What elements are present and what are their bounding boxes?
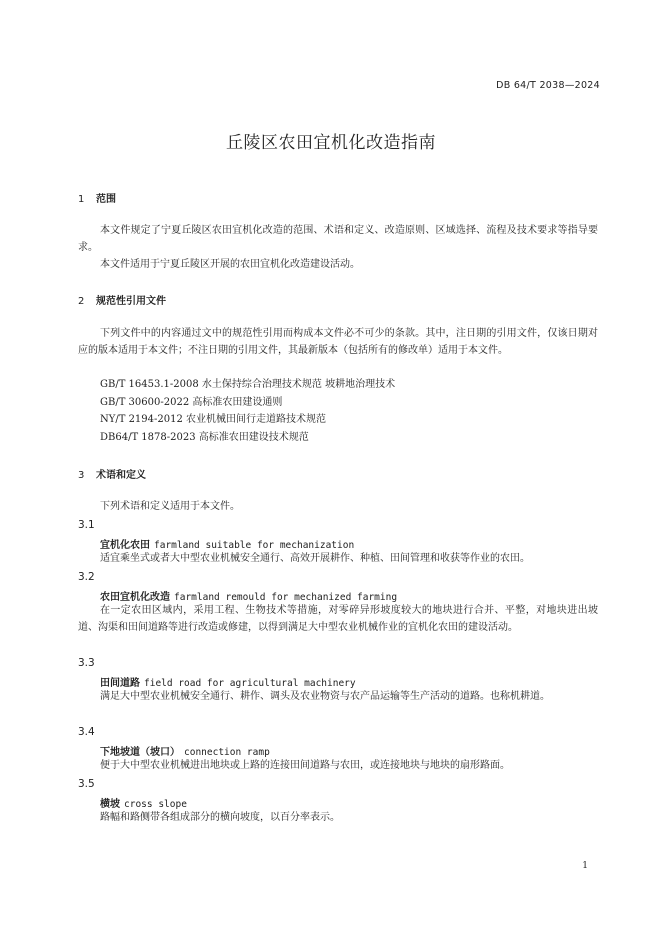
term-en: field road for agricultural machinery bbox=[144, 678, 356, 689]
term-definition: 在一定农田区域内，采用工程、生物技术等措施，对零碎异形坡度较大的地块进行合并、平整，对地块进出坡道、沟渠和田间道路等进行改造或修建，以得到满足大中型农业机械作业的宜机化农田的建设活动。 bbox=[78, 605, 598, 633]
term-zh: 横坡 bbox=[100, 799, 120, 810]
term-title bbox=[100, 795, 187, 810]
section-number: 2 bbox=[78, 296, 85, 307]
term-definition: 适宜乘坐式或者大中型农业机械安全通行、高效开展耕作、种植、田间管理和收获等作业的农田。 bbox=[100, 553, 530, 564]
term-title bbox=[100, 674, 356, 689]
reference-item: DB64/T 1878-2023 高标准农田建设技术规范 bbox=[100, 432, 309, 443]
term-title bbox=[100, 536, 354, 551]
term-en: farmland remould for mechanized farming bbox=[174, 592, 398, 603]
reference-item: GB/T 30600-2022 高标准农田建设通则 bbox=[100, 397, 283, 408]
section-number: 1 bbox=[78, 194, 85, 205]
section-number: 3 bbox=[78, 470, 85, 481]
term-en: farmland suitable for mechanization bbox=[154, 540, 355, 551]
page-number: 1 bbox=[582, 861, 588, 871]
reference-item: GB/T 16453.1-2008 水土保持综合治理技术规范 坡耕地治理技术 bbox=[100, 379, 396, 390]
term-definition: 便于大中型农业机械进出地块或上路的连接田间道路与农田，或连接地块与地块的扇形路面。 bbox=[100, 760, 510, 771]
term-definition: 路幅和路侧带各组成部分的横向坡度，以百分率表示。 bbox=[100, 812, 340, 823]
section-1-heading bbox=[78, 190, 116, 205]
term-zh: 宜机化农田 bbox=[100, 540, 150, 551]
term-number: 3.5 bbox=[78, 778, 95, 790]
section-1-paragraph: 本文件适用于宁夏丘陵区开展的农田宜机化改造建设活动。 bbox=[100, 259, 360, 270]
term-number: 3.3 bbox=[78, 657, 95, 669]
section-2-intro: 下列文件中的内容通过文中的规范性引用而构成本文件必不可少的条款。其中，注日期的引用文件，仅该日期对应的版本适用于本文件；不注日期的引用文件，其最新版本（包括所有的修改单）适用于本文件。 bbox=[78, 328, 598, 356]
term-zh: 下地坡道（坡口） bbox=[100, 747, 180, 758]
section-3-intro: 下列术语和定义适用于本文件。 bbox=[100, 501, 240, 512]
term-title bbox=[100, 743, 270, 758]
term-number: 3.1 bbox=[78, 519, 95, 531]
section-1-paragraph: 本文件规定了宁夏丘陵区农田宜机化改造的范围、术语和定义、改造原则、区域选择、流程及技术要求等指导要求。 bbox=[78, 225, 598, 253]
document-title: 丘陵区农田宜机化改造指南 bbox=[226, 133, 436, 153]
term-zh: 农田宜机化改造 bbox=[100, 592, 170, 603]
section-3-heading bbox=[78, 466, 146, 481]
section-2-heading bbox=[78, 292, 166, 307]
term-number: 3.4 bbox=[78, 726, 95, 738]
section-title: 范围 bbox=[96, 194, 116, 205]
term-en: cross slope bbox=[124, 799, 187, 810]
term-number: 3.2 bbox=[78, 571, 95, 583]
section-title: 术语和定义 bbox=[96, 470, 146, 481]
term-zh: 田间道路 bbox=[100, 678, 140, 689]
term-definition: 满足大中型农业机械安全通行、耕作、调头及农业物资与农产品运输等生产活动的道路。也称机耕道。 bbox=[100, 691, 550, 702]
section-title: 规范性引用文件 bbox=[96, 296, 166, 307]
term-en: connection ramp bbox=[184, 747, 270, 758]
term-title bbox=[100, 588, 397, 603]
reference-item: NY/T 2194-2012 农业机械田间行走道路技术规范 bbox=[100, 414, 327, 425]
standard-code: DB 64/T 2038—2024 bbox=[496, 80, 600, 91]
